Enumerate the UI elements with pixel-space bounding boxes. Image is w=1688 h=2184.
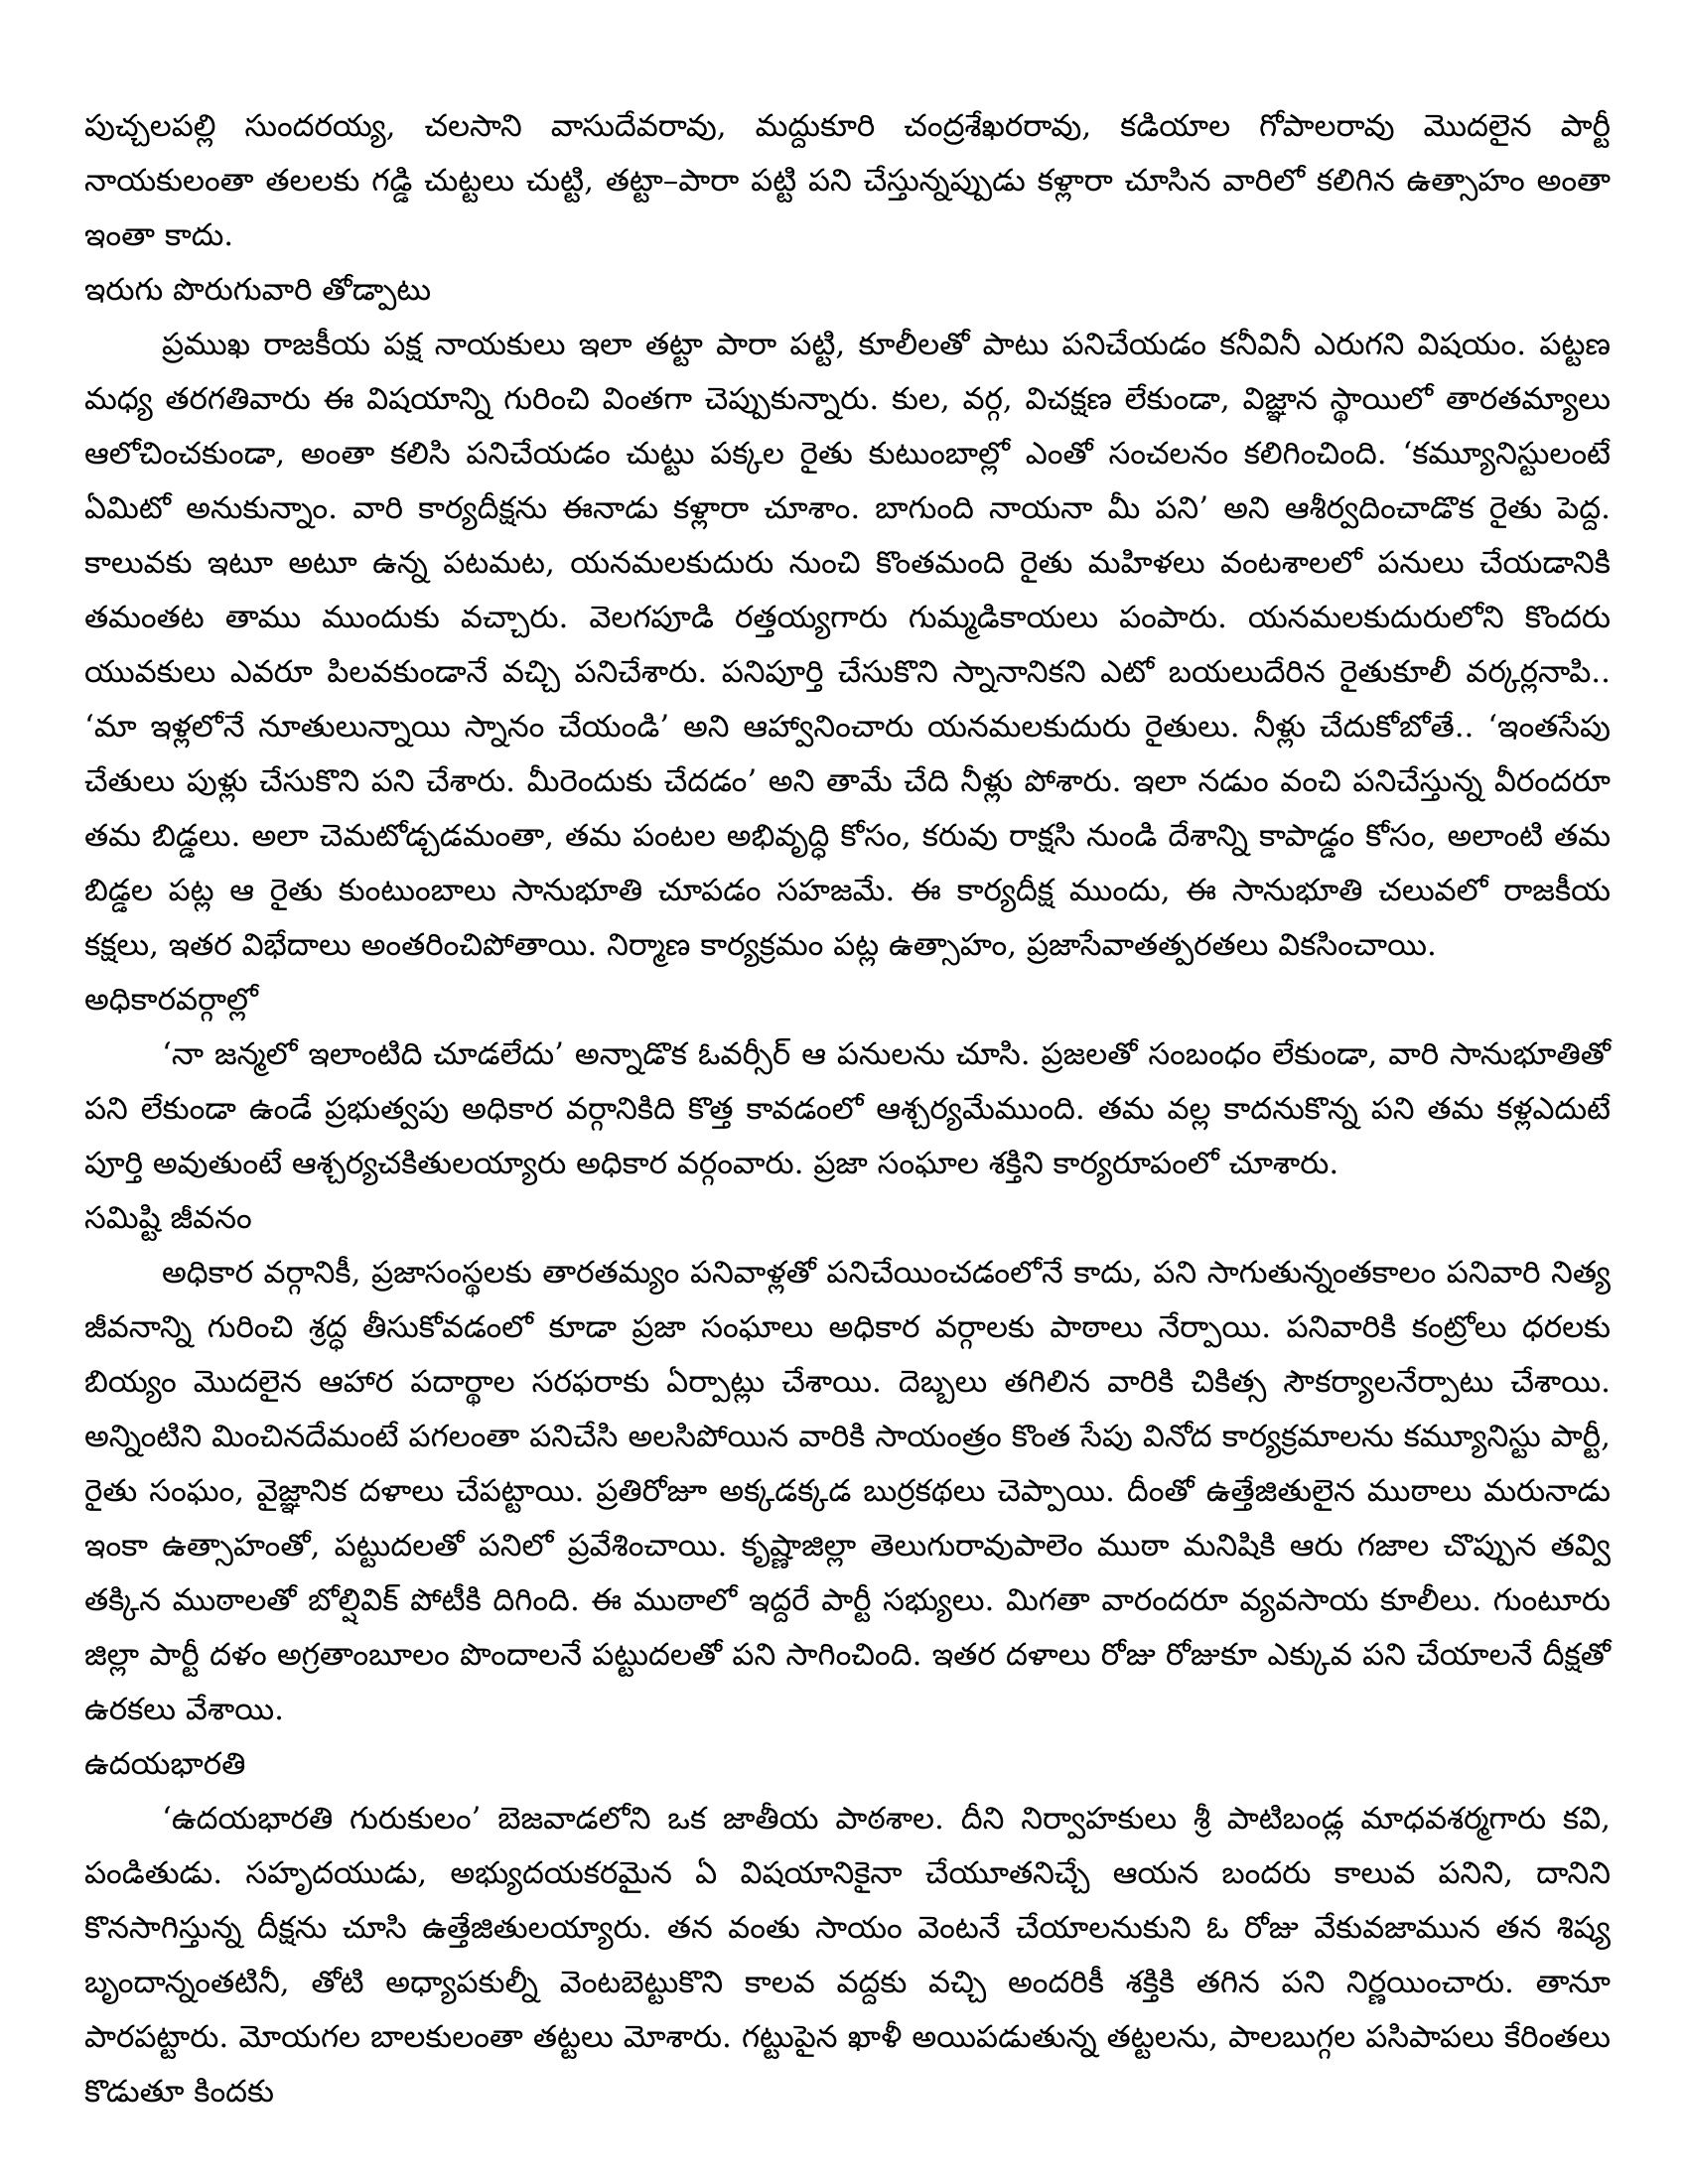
body-paragraph: ‘ఉదయభారతి గురుకులం’ బెజవాడలోని ఒక జాతీయ పాఠశాల. దీని నిర్వాహకులు శ్రీ పాటిబండ్ల మాధవశర్మగారు కవి, పండితుడు. సహృదయుడు, అభ్యుదయకరమైన ఏ విషయానికైనా చేయూతనిచ్చే ఆయన బందరు కాలువ పనిని, దానిని కొనసాగిస్తున్న దీక్షను చూసి ఉత్తేజితులయ్యారు. తన వంతు సాయం వెంటనే చేయాలనుకుని ఓ రోజు వేకువజామున తన శిష్య బృందాన్నంతటినీ, తోటి అధ్యాపకుల్నీ వెంటబెట్టుకొని కాలవ వద్దకు వచ్చి అందరికీ శక్తికి తగిన పని నిర్ణయించారు. తానూ పారపట్టారు. మోయగల బాలకులంతా తట్టలు మోశారు. గట్టుపైన ఖాళీ అయిపడుతున్న తట్టలను, పాలబుగ్గల పసిపాపలు కేరింతలు కొడుతూ కిందకు <box>84 1801 1611 2110</box>
section-heading: ఇరుగు పొరుగువారి తోడ్పాటు <box>84 272 432 308</box>
body-paragraph: పుచ్చలపల్లి సుందరయ్య, చలసాని వాసుదేవరావు, మద్దుకూరి చంద్రశేఖరరావు, కడియాల గోపాలరావు మొదలైన పార్టీ నాయకులంతా తలలకు గడ్డి చుట్టలు చుట్టి, తట్టా–పారా పట్టి పని చేస్తున్నప్పుడు కళ్లారా చూసిన వారిలో కలిగిన ఉత్సాహం అంతా ఇంతా కాదు. <box>84 108 1611 253</box>
section-heading: ఉదయభారతి <box>84 1746 246 1782</box>
body-paragraph: అధికార వర్గానికీ, ప్రజాసంస్థలకు తారతమ్యం పనివాళ్లతో పనిచేయించడంలోనే కాదు, పని సాగుతున్నంతకాలం పనివారి నిత్య జీవనాన్ని గురించి శ్రద్ధ తీసుకోవడంలో కూడా ప్రజా సంఘాలు అధికార వర్గాలకు పాఠాలు నేర్పాయి. పనివారికి కంట్రోలు ధరలకు బియ్యం మొదలైన ఆహార పదార్థాల సరఫరాకు ఏర్పాట్లు చేశాయి. దెబ్బలు తగిలిన వారికి చికిత్స సౌకర్యాలనేర్పాటు చేశాయి. అన్నింటిని మించినదేమంటే పగలంతా పనిచేసి అలసిపోయిన వారికి సాయంత్రం కొంత సేపు వినోద కార్యక్రమాలను కమ్యూనిస్టు పార్టీ, రైతు సంఘం, వైజ్ఞానిక దళాలు చేపట్టాయి. ప్రతిరోజూ అక్కడక్కడ బుర్రకథలు చెప్పాయి. దీంతో ఉత్తేజితులైన ముఠాలు మరునాడు ఇంకా ఉత్సాహంతో, పట్టుదలతో పనిలో ప్రవేశించాయి. కృష్ణాజిల్లా తెలుగురావుపాలెం ముఠా మనిషికి ఆరు గజాల చొప్పున తవ్వి తక్కిన ముఠాలతో బోల్షివిక్ పోటీకి దిగింది. ఈ ముఠాలో ఇద్దరే పార్టీ సభ్యులు. మిగతా వారందరూ వ్యవసాయ కూలీలు. గుంటూరు జిల్లా పార్టీ దళం అగ్రతాంబూలం పొందాలనే పట్టుదలతో పని సాగించింది. ఇతర దళాలు రోజు రోజుకూ ఎక్కువ పని చేయాలనే దీక్షతో ఉరకలు వేశాయి. <box>84 1255 1611 1727</box>
section-heading: సమిష్టి జీవనం <box>84 1200 252 1236</box>
document-body <box>84 99 1611 2119</box>
section-heading: అధికారవర్గాల్లో <box>84 982 258 1018</box>
body-paragraph: ‘నా జన్మలో ఇలాంటిది చూడలేదు’ అన్నాడొక ఓవర్సీర్ ఆ పనులను చూసి. ప్రజలతో సంబంధం లేకుండా, వారి సానుభూతితో పని లేకుండా ఉండే ప్రభుత్వపు అధికార వర్గానికిది కొత్త కావడంలో ఆశ్చర్యమేముంది. తమ వల్ల కాదనుకొన్న పని తమ కళ్లఎదుటే పూర్తి అవుతుంటే ఆశ్చర్యచకితులయ్యారు అధికార వర్గంవారు. ప్రజా సంఘాల శక్తిని కార్యరూపంలో చూశారు. <box>84 1036 1611 1181</box>
body-paragraph: ప్రముఖ రాజకీయ పక్ష నాయకులు ఇలా తట్టా పారా పట్టి, కూలీలతో పాటు పనిచేయడం కనీవినీ ఎరుగని విషయం. పట్టణ మధ్య తరగతివారు ఈ విషయాన్ని గురించి వింతగా చెప్పుకున్నారు. కుల, వర్గ, విచక్షణ లేకుండా, విజ్ఞాన స్థాయిలో తారతమ్యాలు ఆలోచించకుండా, అంతా కలిసి పనిచేయడం చుట్టు పక్కల రైతు కుటుంబాల్లో ఎంతో సంచలనం కలిగించింది. ‘కమ్యూనిస్టులంటే ఏమిటో అనుకున్నాం. వారి కార్యదీక్షను ఈనాడు కళ్లారా చూశాం. బాగుంది నాయనా మీ పని’ అని ఆశీర్వదించాడొక రైతు పెద్ద. కాలువకు ఇటూ అటూ ఉన్న పటమట, యనమలకుదురు నుంచి కొంతమంది రైతు మహిళలు వంటశాలలో పనులు చేయడానికి తమంతట తాము ముందుకు వచ్చారు. వెలగపూడి రత్తయ్యగారు గుమ్మడికాయలు పంపారు. యనమలకుదురులోని కొందరు యువకులు ఎవరూ పిలవకుండానే వచ్చి పనిచేశారు. పనిపూర్తి చేసుకొని స్నానానికని ఎటో బయలుదేరిన రైతుకూలీ వర్కర్లనాపి.. ‘మా ఇళ్లలోనే నూతులున్నాయి స్నానం చేయండి’ అని ఆహ్వానించారు యనమలకుదురు రైతులు. నీళ్లు చేదుకోబోతే.. ‘ఇంతసేపు చేతులు పుళ్లు చేసుకొని పని చేశారు. మీరెందుకు చేదడం’ అని తామే చేది నీళ్లు పోశారు. ఇలా నడుం వంచి పనిచేస్తున్న వీరందరూ తమ బిడ్డలు. అలా చెమటోడ్చడమంతా, తమ పంటల అభివృద్ధి కోసం, కరువు రాక్షసి నుండి దేశాన్ని కాపాడ్డం కోసం, అలాంటి తమ బిడ్డల పట్ల ఆ రైతు కుంటుంబాలు సానుభూతి చూపడం సహజమే. ఈ కార్యదీక్ష ముందు, ఈ సానుభూతి చలువలో రాజకీయ కక్షలు, ఇతర విభేదాలు అంతరించిపోతాయి. నిర్మాణ కార్యక్రమం పట్ల ఉత్సాహం, ప్రజాసేవాతత్పరతలు వికసించాయి. <box>84 327 1611 963</box>
document-page <box>84 99 1611 2119</box>
